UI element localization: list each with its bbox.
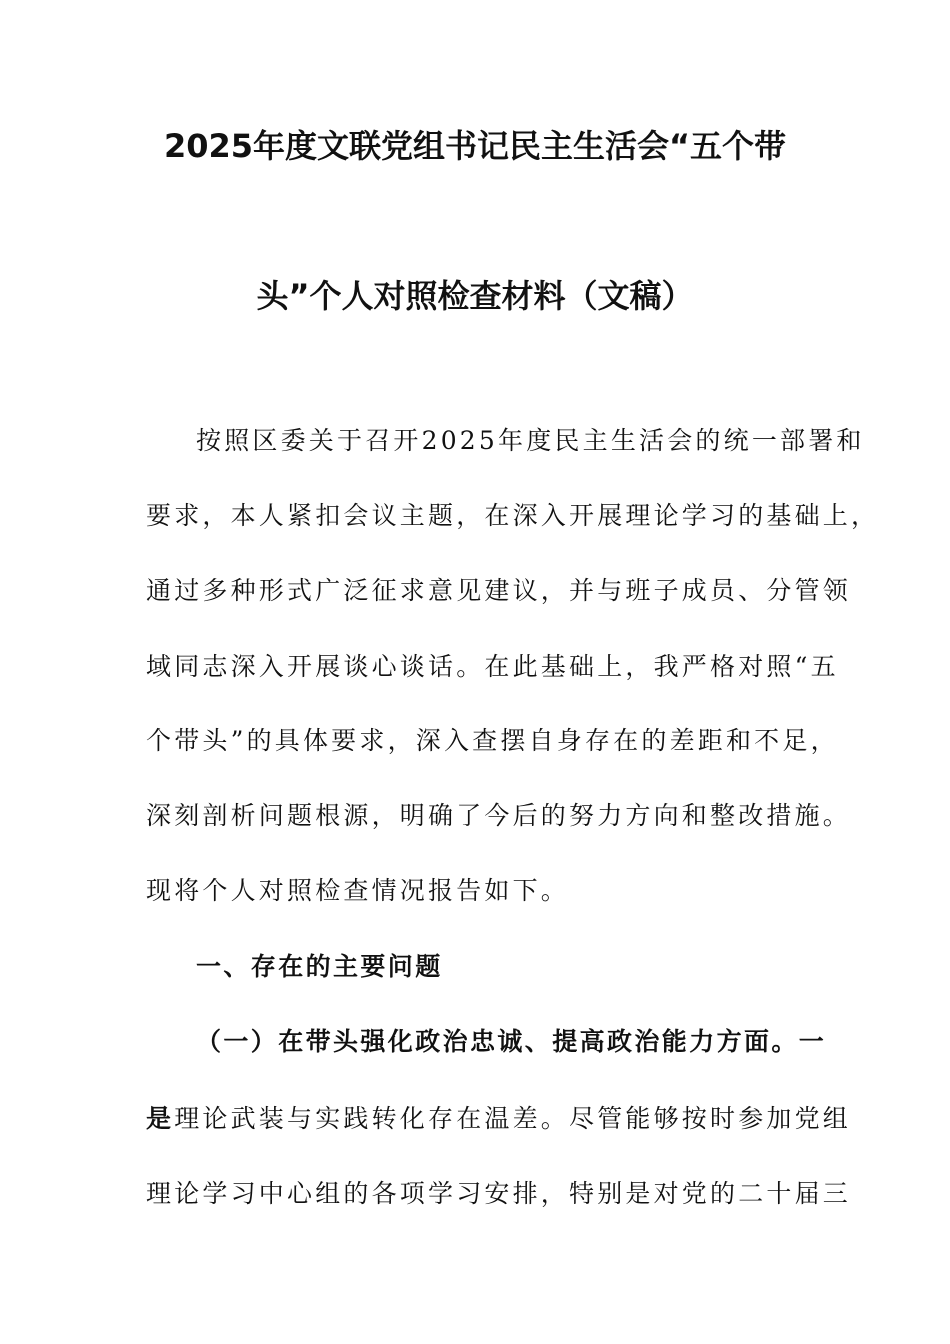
subsection-line-3: 理论学习中心组的各项学习安排，特别是对党的二十届三 — [146, 1179, 852, 1208]
subsection-bold-marker: 是 — [146, 1104, 175, 1133]
intro-paragraph-line-1: 按照区委关于召开2025年度民主生活会的统一部署和 — [196, 426, 865, 455]
subsection-line-2 — [146, 1103, 852, 1135]
intro-paragraph-line-7: 现将个人对照检查情况报告如下。 — [146, 876, 570, 905]
intro-paragraph-line-6: 深刻剖析问题根源，明确了今后的努力方向和整改措施。 — [146, 801, 852, 830]
subsection-heading-political-loyalty: （一）在带头强化政治忠诚、提高政治能力方面。一 — [196, 1027, 827, 1056]
intro-paragraph-line-2: 要求，本人紧扣会议主题，在深入开展理论学习的基础上， — [146, 501, 880, 530]
intro-paragraph-line-4: 域同志深入开展谈心谈话。在此基础上，我严格对照“五 — [146, 652, 839, 681]
document-title-line-1: 2025年度文联党组书记民主生活会“五个带 — [163, 127, 787, 165]
document-title-line-2: 头”个人对照检查材料（文稿） — [256, 277, 694, 315]
section-heading-problems: 一、存在的主要问题 — [196, 952, 443, 981]
subsection-line-2-text: 理论武装与实践转化存在温差。尽管能够按时参加党组 — [174, 1104, 852, 1133]
intro-paragraph-line-5: 个带头”的具体要求，深入查摆自身存在的差距和不足， — [146, 726, 839, 755]
intro-paragraph-line-3: 通过多种形式广泛征求意见建议，并与班子成员、分管领 — [146, 576, 852, 605]
